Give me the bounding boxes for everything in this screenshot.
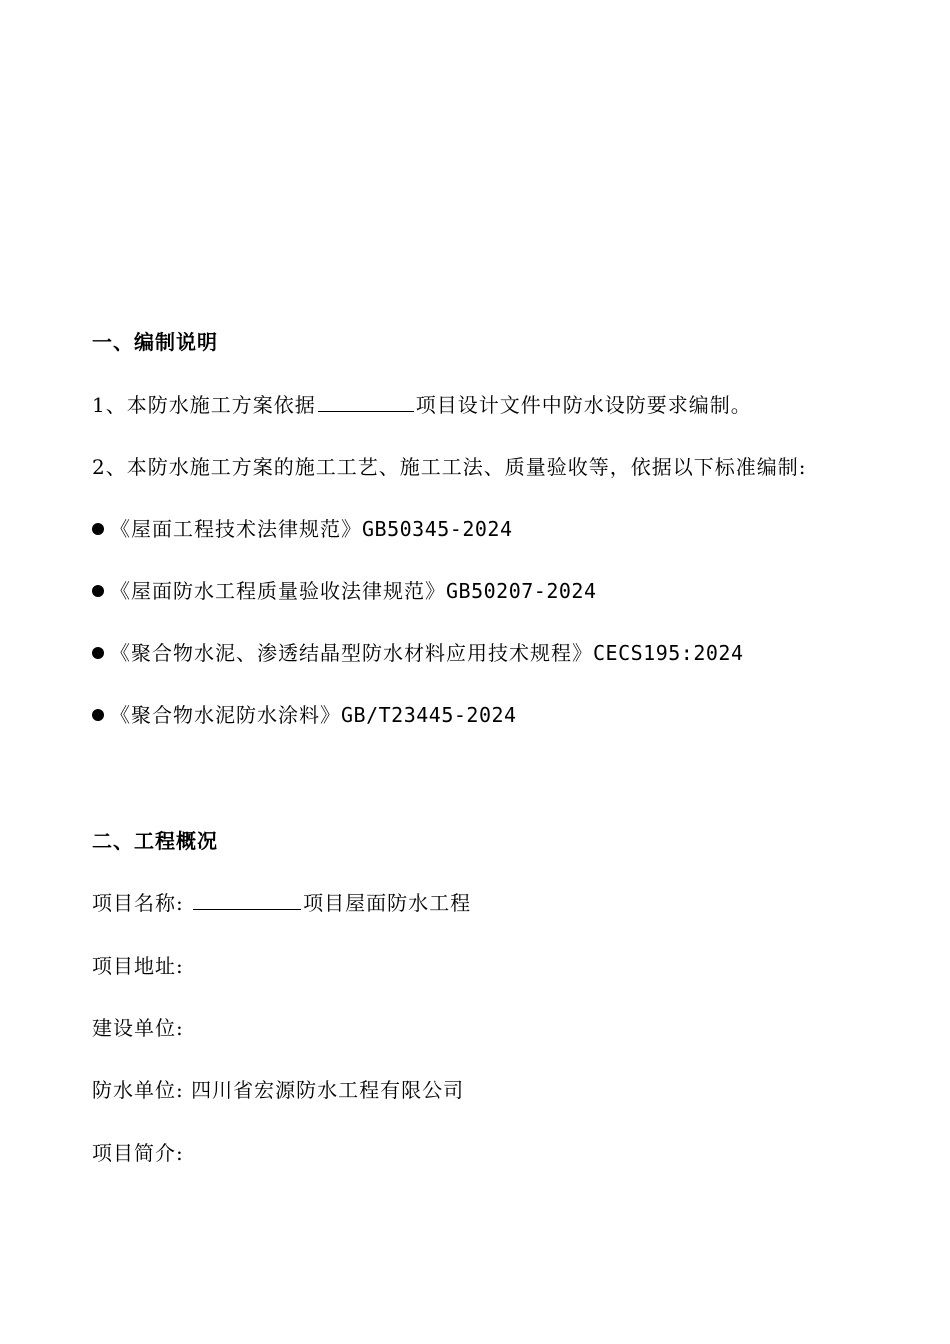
section1-item1-suffix: 项目设计文件中防水设防要求编制。: [415, 393, 752, 417]
project-intro-label: 项目简介:: [92, 1141, 184, 1165]
standard-item: [92, 639, 744, 667]
builder-label: 建设单位:: [92, 1016, 184, 1040]
standard-name: 《聚合物水泥、渗透结晶型防水材料应用技术规程》: [110, 641, 593, 665]
project-name-field-blank: [193, 889, 301, 910]
section1-item1: [92, 391, 752, 419]
bullet-icon: [92, 585, 104, 597]
section1-heading: 一、编制说明: [92, 330, 218, 354]
builder-row: [92, 1014, 184, 1042]
bullet-icon: [92, 523, 104, 535]
standard-name: 《屋面防水工程质量验收法律规范》: [110, 579, 446, 603]
standard-name: 《聚合物水泥防水涂料》: [110, 703, 341, 727]
section1-item2: 2、本防水施工方案的施工工艺、施工工法、质量验收等，依据以下标准编制:: [92, 455, 807, 479]
standard-code: GB50207-2024: [446, 579, 597, 603]
project-name-label: 项目名称:: [92, 891, 184, 915]
section1-item1-prefix: 1、本防水施工方案依据: [92, 393, 316, 417]
bullet-icon: [92, 647, 104, 659]
project-address-row: [92, 952, 184, 980]
bullet-icon: [92, 709, 104, 721]
waterproof-company-row: [92, 1076, 464, 1104]
standard-item: [92, 577, 597, 605]
standard-code: CECS195:2024: [593, 641, 744, 665]
standard-code: GB50345-2024: [362, 517, 513, 541]
project-name-suffix: 项目屋面防水工程: [303, 891, 472, 915]
project-name-row: [92, 889, 471, 917]
waterproof-label: 防水单位:: [92, 1078, 184, 1102]
waterproof-value: 四川省宏源防水工程有限公司: [191, 1078, 465, 1102]
project-address-label: 项目地址:: [92, 954, 184, 978]
project-name-blank: [318, 391, 414, 412]
project-intro-row: [92, 1139, 184, 1167]
standard-item: [92, 515, 513, 543]
standard-code: GB/T23445-2024: [341, 703, 517, 727]
standard-item: [92, 701, 517, 729]
standard-name: 《屋面工程技术法律规范》: [110, 517, 362, 541]
section2-heading: 二、工程概况: [92, 829, 218, 853]
